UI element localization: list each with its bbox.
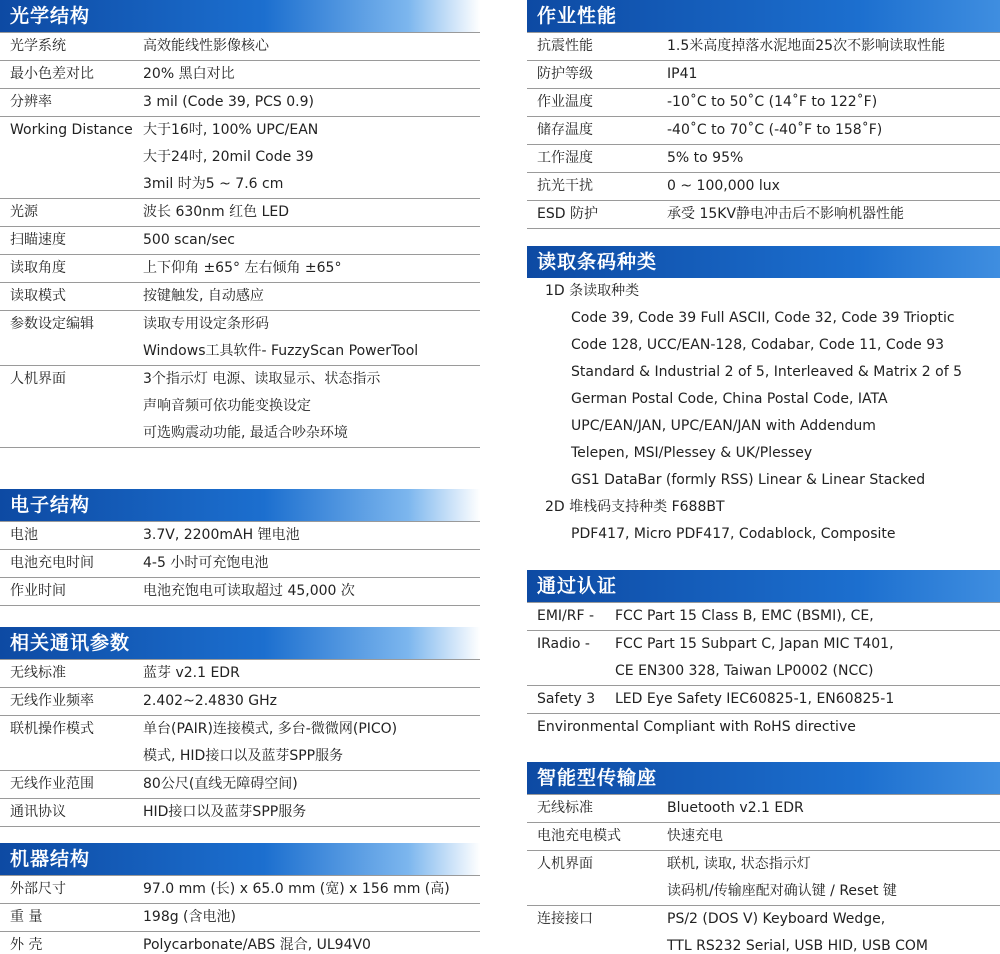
spec-value <box>667 89 1000 116</box>
spec-row <box>527 823 1000 851</box>
spec-value-line: 3mil 时为5 ~ 7.6 cm <box>143 176 284 192</box>
spec-label: 人机界面 <box>537 856 593 872</box>
spec-row <box>0 771 480 799</box>
spec-value-line: 可选购震动功能, 最适合吵杂环境 <box>143 425 348 441</box>
spec-label: 工作湿度 <box>537 150 593 166</box>
spec-value-line: 大于24吋, 20mil Code 39 <box>143 149 314 165</box>
optics-table <box>0 32 480 448</box>
barcode-item: PDF417, Micro PDF417, Codablock, Composite <box>571 526 896 542</box>
barcode-item: Telepen, MSI/Plessey & UK/Plessey <box>571 445 813 461</box>
cradle-table <box>527 794 1000 954</box>
cert-value <box>615 631 1000 685</box>
cert-value-line: LED Eye Safety IEC60825-1, EN60825-1 <box>615 691 895 707</box>
spec-value <box>143 33 480 60</box>
spec-value-line: 2.402~2.4830 GHz <box>143 693 277 709</box>
comm-table <box>0 659 480 827</box>
spec-row <box>527 32 1000 61</box>
barcodes-1d-items <box>527 305 1000 494</box>
spec-value-line: TTL RS232 Serial, USB HID, USB COM <box>667 938 928 954</box>
spec-label: 光源 <box>10 204 38 220</box>
spec-row <box>0 716 480 771</box>
spec-row <box>0 659 480 688</box>
spec-value-line: 联机, 读取, 状态指示灯 <box>667 856 811 872</box>
spec-value-line: 0 ~ 100,000 lux <box>667 178 780 194</box>
cert-value-line: CE EN300 328, Taiwan LP0002 (NCC) <box>615 663 874 679</box>
cradle-header: 智能型传输座 <box>527 762 1000 794</box>
spec-value-line: 5% to 95% <box>667 150 744 166</box>
spec-value-line: -10˚C to 50˚C (14˚F to 122˚F) <box>667 94 878 110</box>
spec-row <box>0 932 480 954</box>
spec-value-line: IP41 <box>667 66 698 82</box>
barcodes-header: 读取条码种类 <box>527 246 1000 278</box>
spec-value <box>667 851 1000 905</box>
barcode-item: UPC/EAN/JAN, UPC/EAN/JAN with Addendum <box>571 418 876 434</box>
spec-label: 电池充电时间 <box>10 555 94 571</box>
spec-value <box>143 89 480 116</box>
spec-value <box>143 904 480 931</box>
mech-section <box>0 843 480 954</box>
spec-row <box>0 89 480 117</box>
spec-label: Working Distance <box>10 122 133 138</box>
barcode-item: German Postal Code, China Postal Code, IATA <box>571 391 888 407</box>
spec-row <box>0 311 480 366</box>
optics-header: 光学结构 <box>0 0 480 32</box>
barcode-item: Code 128, UCC/EAN-128, Codabar, Code 11, Code 93 <box>571 337 945 353</box>
spec-label: 电池 <box>10 527 38 543</box>
spec-value <box>143 688 480 715</box>
barcode-item: Code 39, Code 39 Full ASCII, Code 32, Code 39 Trioptic <box>571 310 955 326</box>
perf-header: 作业性能 <box>527 0 1000 32</box>
spec-value <box>143 522 480 549</box>
spec-value-line: 上下仰角 ±65° 左右倾角 ±65° <box>143 260 342 276</box>
spec-row <box>0 521 480 550</box>
spec-row <box>0 199 480 227</box>
comm-header: 相关通讯参数 <box>0 627 480 659</box>
spec-value <box>143 255 480 282</box>
spec-label: 无线标准 <box>10 665 66 681</box>
spec-value <box>143 366 480 447</box>
certs-environmental: Environmental Compliant with RoHS directive <box>537 719 856 735</box>
spec-value <box>143 550 480 577</box>
spec-value-line: 80公尺(直线无障碍空间) <box>143 776 298 792</box>
cert-value-line: FCC Part 15 Subpart C, Japan MIC T401, <box>615 636 894 652</box>
certs-header: 通过认证 <box>527 570 1000 602</box>
spec-value <box>143 660 480 687</box>
spec-value <box>143 311 480 365</box>
spec-label: 人机界面 <box>10 371 66 387</box>
spec-row <box>0 578 480 606</box>
spec-row <box>527 851 1000 906</box>
spec-value <box>143 199 480 226</box>
spec-row <box>0 366 480 448</box>
spec-label: 分辨率 <box>10 94 52 110</box>
spec-label: 防护等级 <box>537 66 593 82</box>
spec-label: 外部尺寸 <box>10 881 66 897</box>
spec-row <box>527 145 1000 173</box>
spec-value <box>667 33 1000 60</box>
barcodes-list <box>527 278 1000 548</box>
spec-value-line: 波长 630nm 红色 LED <box>143 204 290 220</box>
spec-row <box>0 255 480 283</box>
spec-value <box>143 876 480 903</box>
cert-label: IRadio - <box>537 636 590 652</box>
electronics-header: 电子结构 <box>0 489 480 521</box>
spec-value <box>667 906 1000 954</box>
spec-row <box>527 794 1000 823</box>
spec-value-line: 198g (含电池) <box>143 909 236 925</box>
spec-label: 抗光干扰 <box>537 178 593 194</box>
spec-row <box>527 61 1000 89</box>
spec-label: 扫瞄速度 <box>10 232 66 248</box>
spec-label: ESD 防护 <box>537 206 598 222</box>
spec-value-line: PS/2 (DOS V) Keyboard Wedge, <box>667 911 886 927</box>
spec-value-line: Windows工具软件- FuzzyScan PowerTool <box>143 343 419 359</box>
spec-value <box>667 823 1000 850</box>
electronics-section <box>0 489 480 606</box>
spec-value-line: -40˚C to 70˚C (-40˚F to 158˚F) <box>667 122 883 138</box>
spec-value <box>143 799 480 826</box>
optics-section <box>0 0 480 448</box>
spec-label: 参数设定编辑 <box>10 316 94 332</box>
spec-value <box>667 795 1000 822</box>
spec-label: 光学系统 <box>10 38 66 54</box>
spec-label: 无线作业频率 <box>10 693 94 709</box>
spec-label: 抗震性能 <box>537 38 593 54</box>
barcodes-1d-heading: 1D 条读取种类 <box>545 283 640 299</box>
spec-value <box>667 145 1000 172</box>
barcodes-section <box>527 246 1000 548</box>
spec-row <box>0 283 480 311</box>
mech-header: 机器结构 <box>0 843 480 875</box>
spec-label: 作业时间 <box>10 583 66 599</box>
spec-label: 联机操作模式 <box>10 721 94 737</box>
spec-value <box>667 61 1000 88</box>
spec-value-line: 蓝芽 v2.1 EDR <box>143 665 240 681</box>
spec-value <box>667 117 1000 144</box>
cradle-section <box>527 762 1000 954</box>
spec-value-line: 电池充饱电可读取超过 45,000 次 <box>143 583 355 599</box>
comm-section <box>0 627 480 827</box>
perf-section <box>527 0 1000 229</box>
barcode-item: GS1 DataBar (formly RSS) Linear & Linear Stacked <box>571 472 926 488</box>
cert-label: EMI/RF - <box>537 608 595 624</box>
spec-row <box>0 117 480 199</box>
spec-label: 连接接口 <box>537 911 593 927</box>
spec-row <box>0 799 480 827</box>
spec-row <box>527 201 1000 229</box>
cert-value <box>615 603 1000 630</box>
spec-value <box>143 117 480 198</box>
spec-value <box>143 716 480 770</box>
spec-value-line: HID接口以及蓝芽SPP服务 <box>143 804 307 820</box>
spec-value-line: 声响音频可依功能变换设定 <box>143 398 311 414</box>
spec-label: 储存温度 <box>537 122 593 138</box>
spec-value <box>667 201 1000 228</box>
cert-label: Safety 3 <box>537 691 596 707</box>
spec-row <box>527 117 1000 145</box>
spec-value-line: 4-5 小时可充饱电池 <box>143 555 269 571</box>
spec-value-line: 20% 黑白对比 <box>143 66 235 82</box>
spec-label: 电池充电模式 <box>537 828 621 844</box>
cert-row <box>527 631 1000 686</box>
spec-value-line: Bluetooth v2.1 EDR <box>667 800 804 816</box>
certs-section <box>527 570 1000 741</box>
cert-value-line: FCC Part 15 Class B, EMC (BSMI), CE, <box>615 608 874 624</box>
spec-value <box>667 173 1000 200</box>
spec-label: 重 量 <box>10 909 43 925</box>
certs-table <box>527 602 1000 741</box>
spec-row <box>0 227 480 255</box>
perf-table <box>527 32 1000 229</box>
spec-value-line: 3个指示灯 电源、读取显示、状态指示 <box>143 371 381 387</box>
cert-row <box>527 686 1000 714</box>
barcodes-2d-items <box>527 521 1000 548</box>
spec-value <box>143 771 480 798</box>
spec-row <box>0 688 480 716</box>
spec-value-line: 高效能线性影像核心 <box>143 38 269 54</box>
spec-value-line: 1.5米高度掉落水泥地面25次不影响读取性能 <box>667 38 946 54</box>
spec-value <box>143 61 480 88</box>
spec-value-line: 读取专用设定条形码 <box>143 316 269 332</box>
spec-row <box>0 904 480 932</box>
spec-label: 无线作业范围 <box>10 776 94 792</box>
spec-label: 外 壳 <box>10 937 43 953</box>
spec-value-line: 单台(PAIR)连接模式, 多台-微微网(PICO) <box>143 721 398 737</box>
spec-value-line: 3.7V, 2200mAH 锂电池 <box>143 527 300 543</box>
spec-value <box>143 578 480 605</box>
spec-value-line: 3 mil (Code 39, PCS 0.9) <box>143 94 314 110</box>
spec-value <box>143 932 480 954</box>
spec-value-line: 读码机/传输座配对确认键 / Reset 键 <box>667 883 897 899</box>
spec-value-line: 快速充电 <box>667 828 723 844</box>
mech-table <box>0 875 480 954</box>
cert-row <box>527 603 1000 631</box>
spec-row <box>527 89 1000 117</box>
spec-label: 无线标准 <box>537 800 593 816</box>
spec-row <box>527 906 1000 954</box>
spec-value-line: 承受 15KV静电冲击后不影响机器性能 <box>667 206 905 222</box>
spec-value-line: Polycarbonate/ABS 混合, UL94V0 <box>143 937 371 953</box>
spec-label: 读取模式 <box>10 288 66 304</box>
spec-value-line: 500 scan/sec <box>143 232 235 248</box>
spec-value-line: 模式, HID接口以及蓝芽SPP服务 <box>143 748 344 764</box>
barcodes-2d-heading: 2D 堆栈码支持种类 F688BT <box>545 499 725 515</box>
spec-row <box>0 550 480 578</box>
spec-label: 通讯协议 <box>10 804 66 820</box>
spec-label: 作业温度 <box>537 94 593 110</box>
spec-row <box>0 61 480 89</box>
spec-value-line: 大于16吋, 100% UPC/EAN <box>143 122 319 138</box>
spec-row <box>0 875 480 904</box>
spec-value-line: 97.0 mm (长) x 65.0 mm (宽) x 156 mm (高) <box>143 881 450 897</box>
barcode-item: Standard & Industrial 2 of 5, Interleaved & Matrix 2 of 5 <box>571 364 963 380</box>
cert-value <box>615 686 1000 713</box>
spec-value <box>143 227 480 254</box>
spec-row <box>527 173 1000 201</box>
spec-row <box>0 32 480 61</box>
spec-value <box>143 283 480 310</box>
spec-label: 读取角度 <box>10 260 66 276</box>
spec-value-line: 按键触发, 自动感应 <box>143 288 264 304</box>
spec-label: 最小色差对比 <box>10 66 94 82</box>
electronics-table <box>0 521 480 606</box>
